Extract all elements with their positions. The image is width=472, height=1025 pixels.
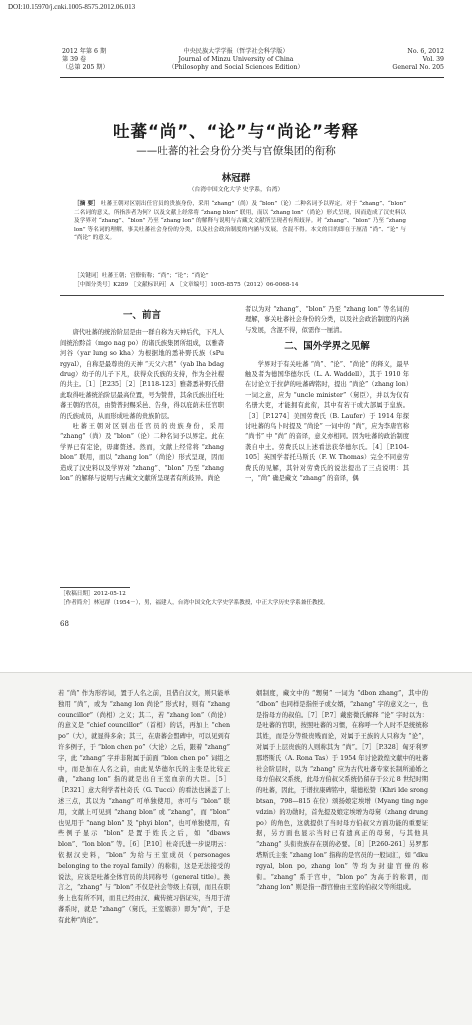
journal-issue-info-en xyxy=(392,48,444,73)
article-subtitle: ——吐蕃的社会身份分类与官僚集团的衔称 xyxy=(136,145,336,157)
received-date: ［收稿日期］2012-05-12 xyxy=(60,591,126,597)
next-page xyxy=(0,672,472,1025)
intro-paragraph-1: 唐代吐蕃的统治阶层是由一群自称为天神后代，下凡人间统治黔首（mgo nag po）的诸氏族集团所组成，以雅砻河谷（yar lung so kha）为根据地的悉补野氏族（sPu rgyal），自称是最尊贵的天神 “天父六君”（yab lha bdag drug）幼子的儿子下凡，获得众氏族的支持，作为全社稷的共主。［1］［P.235］［2］［P.118-123］雅砻悉补野氏借此取得吐蕃统治阶层最高位置，号为赞普，其余氏族出任吐蕃王朝的官员，由赞普封赐采邑、告身，得以庇荫未任官职的氏族成员，从而形成吐蕃的贵族阶层。 xyxy=(60,329,224,420)
left-column xyxy=(60,305,224,485)
general-issue-line-en: General No. 205 xyxy=(392,64,444,72)
volume-line-en: Vol. 39 xyxy=(422,56,444,64)
author-name: 林冠群 xyxy=(221,173,251,184)
author-bio: ［作者简介］林冠群（1954－），男，福建人，台湾中国文化大学史学系教授，中正大学历史学系兼任教授。 xyxy=(60,600,329,606)
foreign-paragraph: 学界对于有关吐蕃 “尚”、“论”、“尚论” 的释义，最早触及者为德国华德尔氏（L. A. Waddell），其于 1910 年在讨论立于拉萨的吐蕃碑铭时，提出 “尚论”（zhang lon）一词之意，应为 “uncle minister”（舅臣），并以为仅有名册大吏，才能拥有此衔，其中有若干或大部属于皇族。［3］［P.1274］美国劳费氏（B. Laufer）于 1914 年探讨吐蕃的鸟卜时提及 “尚论” 一词中的 “尚”，应为李唐官称 “尚书” 中 “尚” 的音译，意义亦相同。因为吐蕃的政治制度袭自中土。劳费氏以上述看法获华德尔氏。［4］［P.104-105］英国学者托马斯氏（F. W. Thomas）完全不同意劳费氏的见解，其针对劳费氏的说法提出了三点说明：其一，“尚” 确是藏文 “zhang” 的音译，偶 xyxy=(245,360,409,483)
abstract-text: 吐蕃王朝对区别出任官员的贵族身份，采用 “zhang”（尚）及 “blon”（论）二种名词予以界定。对于 “zhang”、“blon” 二名词的意义，所指涉者为何？以及文献上经常将 “zhang blon” 联用，而以 “zhang lon”（尚论）形式呈现，因而造成了汉史料以及学界对 “zhang”、“blon” 乃至 “zhang lon” 的解释与说明与古藏文文献所呈现者有所歧异。对 “zhang”、“blon” 乃至 “zhang lon” 等名词的理解，事关吐蕃社会身份的分类，以及社会政治制度的内涵与发展，含混不得。本文的目的即在于厘清 “尚”、“论” 与 “尚论” 的意义。 xyxy=(74,201,406,242)
issue-line-en: No. 6, 2012 xyxy=(407,48,444,55)
abstract xyxy=(74,200,406,243)
section-heading-foreign: 二、国外学界之见解 xyxy=(284,341,370,353)
article-title: 吐蕃“尚”、“论”与“尚论”考释 xyxy=(112,122,360,141)
journal-edition-en: （Philosophy and Social Sciences Edition） xyxy=(168,64,304,72)
classification-codes: ［中图分类号］K289 ［文献标识码］A ［文章编号］1005-8575（2012）06-0068-14 xyxy=(74,282,299,288)
right-column xyxy=(245,305,409,485)
next-page-left-column: 若 “尚” 作为形容词，置于人名之前，且借自汉文，则只能单独用 “尚”，或为 “zhang lon 尚论” 形式时，则有 “zhang councillor”（尚相）之义；其二，若 “zhang lon”（尚论）的意义是 “chief councillor”（首相）的话，再加上 “chen po”（大），就显得多余；其三，在唐蕃会盟碑中，可以见到有许多例子，于 “blon chen po”（大论）之后，跟着 “zhang” 字，此 “zhang” 字并非附属于前面 “blon chen po” 词组之中，而是加在人名之前，由此见华德尔氏的主张是比较正确，“zhang lon” 指的就是出自王室血亲的大臣。［5］［P.321］意大利学者杜奇氏（G. Tucci）的看法也涵盖了上述三点，其以为 “zhang” 可单独使用，亦可与 “blon” 联用，文献上可见到 “zhang blon” 或 “zhang”，而 “blon” 也见用于 “nang blon” 及 “phyi blon”，也可单独使用，有些例子显示 “blon” 是置于姓氏之后，如 “dbaws blon”、“lon blon” 等。［6］［P.10］杜奇氏进一步说明云：依据汉史料，“blon” 为给与王室成员（personages belonging to the royal family）的称衔，这是无法接受的说法，应该是吐蕃全体官员的共同称号（general title）。换言之，“zhang” 与 “blon” 不仅是社会等级上有别，而且在职务上也有所不同，而且已经由汉、藏传统习俗证实，当用于清蕃系时，就是 “zhang”（舅氏，王室姻亲）即为“尚”，于是有此种“尚论”。 xyxy=(58,690,230,924)
intro-paragraph-2: 吐蕃王朝对区别出任官员的贵族身份，采用 “zhang”（尚）及 “blon”（论）二种名词予以界定。此在学界已有定论，毋庸赘述。然而，文献上经常将 “zhang blon” 联用，而以 “zhang lon”（尚论）形式呈现，因而造成了汉史料以及学界对 “zhang”、“blon” 乃至 “zhang lon” 的解释与说明与古藏文文献所呈现者有所歧异。尚论 xyxy=(60,423,224,483)
footnote-divider xyxy=(60,587,130,588)
section-heading-intro: 一、前言 xyxy=(122,310,161,321)
volume-line: 第 39 卷 xyxy=(62,56,87,64)
abstract-label: ［摘 要］ xyxy=(74,201,99,207)
next-page-right-column: 姻制度，藏文中的 “甥舅” 一词为 “dbon zhang”，其中的 “dbon” 也同样是指侄子或女婿，“zhang” 字的意义之一，也是指母方的叔伯。［7］［P.7］戴密微氏解释 “论” 字时以为：是吐蕃的官职，按照吐蕃的习惯，在称呼一个人时不是统统称其姓，而是分等级贵贱而论，对属于王族的人只称为 “论”，对属于上层贵族的人则称其为 “尚”。［7］［P.328］匈牙利罗那塔斯氏（A. Rona Tas）于 1954 年讨论敦煌文献中的吐蕃社会阶层时，以为 “zhang” 应为古代吐蕃专家长制所通婚之母方伯叔父系统，此母方伯叔父系统仍留存于公元 8 世纪时期的吐蕃，因此，于谱拉康碑铭中，堪德松赞（Khri lde srong btsan，798—815 在位）颂扬娘定埃增（Myang ting nge vdzin）的功勋时，首先提及娘定埃增为母舅（zhang drung po）的角色，这就提供了当时母方伯叔父方面功能的重要证据，另方面也显示当时已有遗真正的母舅，与其他具 “zhang” 头衔贵族存在别的必要。［8］［P.260-261］另罗那塔斯氏主张 “zhang lon” 指称的是官员的一般词汇，如 “dku rgyal, blon po, zhang lon” 等均为封建官僚的称衔。“zhang” 系于宫中，“blon po” 为高于的称谓，而 “zhang lon” 则是指一群官僚由王室的伯叔父等所组成。 xyxy=(256,690,428,892)
issue-line: 2012 年第 6 期 xyxy=(62,48,107,55)
page-number: 68 xyxy=(60,620,69,628)
footnotes xyxy=(60,590,410,608)
intro-continuation: 者以为对 “zhang”、“blon” 乃至 “zhang lon” 等名词的理解，事关吐蕃社会身份的分类，以及社会政治制度的内涵与发展，含混不得，似需作一厘清。 xyxy=(245,306,409,334)
author-affiliation: （台湾中国文化大学 史学系，台湾） xyxy=(188,187,284,193)
keywords: ［关键词］吐蕃王朝；官僚衔称；“尚”；“论”；“尚论” xyxy=(74,273,209,279)
doi-line: DOI:10.15970/j.cnki.1005-8575.2012.06.013 xyxy=(8,3,136,11)
header-divider xyxy=(60,77,444,78)
general-issue-line: （总第 205 期） xyxy=(62,64,109,72)
journal-name-en: Journal of Minzu University of China xyxy=(178,56,294,64)
journal-name-cn: 中央民族大学学报（哲学社会科学版） xyxy=(183,48,289,55)
abstract-divider xyxy=(60,295,444,296)
